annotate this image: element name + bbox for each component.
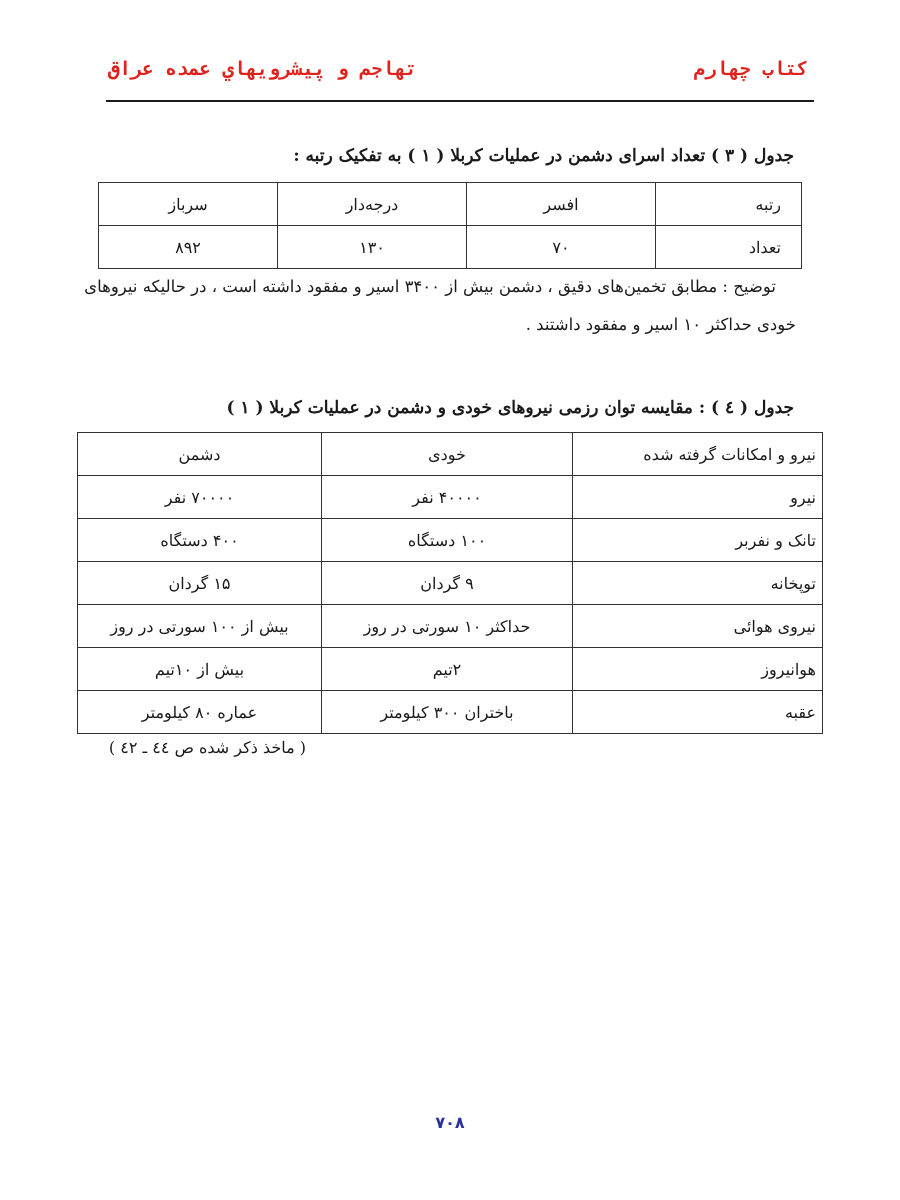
header-divider <box>106 100 814 102</box>
note-line: توضیح : مطابق تخمین‌های دقیق ، دشمن بیش از ۳۴۰۰ اسیر و مفقود داشته است ، در حالیکه نیروهای <box>84 277 776 296</box>
table-cell: رتبه <box>656 183 802 226</box>
table-row <box>99 226 802 269</box>
table-cell: هوانیروز <box>573 648 823 691</box>
table-row <box>78 562 823 605</box>
section-title: تهاجم و پيشرويهاي عمده عراق <box>108 58 417 80</box>
table-cell: افسر <box>467 183 656 226</box>
table-row <box>78 519 823 562</box>
table-cell: ۱۵ گردان <box>78 562 322 605</box>
table-cell: عقبه <box>573 691 823 734</box>
table-cell: خودی <box>322 433 573 476</box>
table-cell: ۸۹۲ <box>99 226 278 269</box>
note-line: خودی حداکثر ۱۰ اسیر و مفقود داشتند . <box>525 315 796 334</box>
table-cell: نیروی هوائی <box>573 605 823 648</box>
table3 <box>98 182 802 269</box>
table-cell: باختران ۳۰۰ کیلومتر <box>322 691 573 734</box>
table3-caption: جدول ( ۳ ) تعداد اسرای دشمن در عملیات کربلا ( ۱ ) به تفکیک رتبه : <box>293 146 794 166</box>
table4-caption: جدول ( ٤ ) : مقایسه توان رزمی نیروهای خودی و دشمن در عملیات کربلا ( ۱ ) <box>226 398 794 418</box>
table-row <box>78 691 823 734</box>
table-cell: درجه‌دار <box>278 183 467 226</box>
table-cell: بیش از ۱۰۰ سورتی در روز <box>78 605 322 648</box>
table-cell: تانک و نفربر <box>573 519 823 562</box>
table-cell: دشمن <box>78 433 322 476</box>
table-cell: سرباز <box>99 183 278 226</box>
table-row <box>78 433 823 476</box>
table-cell: ۷۰۰۰۰ نفر <box>78 476 322 519</box>
table-row <box>99 183 802 226</box>
table-cell: نیرو و امکانات گرفته شده <box>573 433 823 476</box>
table-row <box>78 476 823 519</box>
table-cell: نیرو <box>573 476 823 519</box>
table-cell: تعداد <box>656 226 802 269</box>
table-cell: ۱۳۰ <box>278 226 467 269</box>
table-cell: بیش از ۱۰تیم <box>78 648 322 691</box>
table4 <box>77 432 823 734</box>
table-row <box>78 605 823 648</box>
table-cell: توپخانه <box>573 562 823 605</box>
table-cell: حداکثر ۱۰ سورتی در روز <box>322 605 573 648</box>
source-citation: ( ماخذ ذکر شده ص ٤٤ ـ ٤٢ ) <box>108 738 306 757</box>
table-cell: ۲تیم <box>322 648 573 691</box>
table-cell: ۷۰ <box>467 226 656 269</box>
page-number: ۷۰۸ <box>435 1113 465 1132</box>
table-cell: ۴۰۰۰۰ نفر <box>322 476 573 519</box>
table-cell: ۹ گردان <box>322 562 573 605</box>
book-title: كتاب چهارم <box>693 58 808 80</box>
table-cell: ۴۰۰ دستگاه <box>78 519 322 562</box>
table-cell: ۱۰۰ دستگاه <box>322 519 573 562</box>
note-paragraph <box>80 268 796 344</box>
table-cell: عماره ۸۰ کیلومتر <box>78 691 322 734</box>
table-row <box>78 648 823 691</box>
